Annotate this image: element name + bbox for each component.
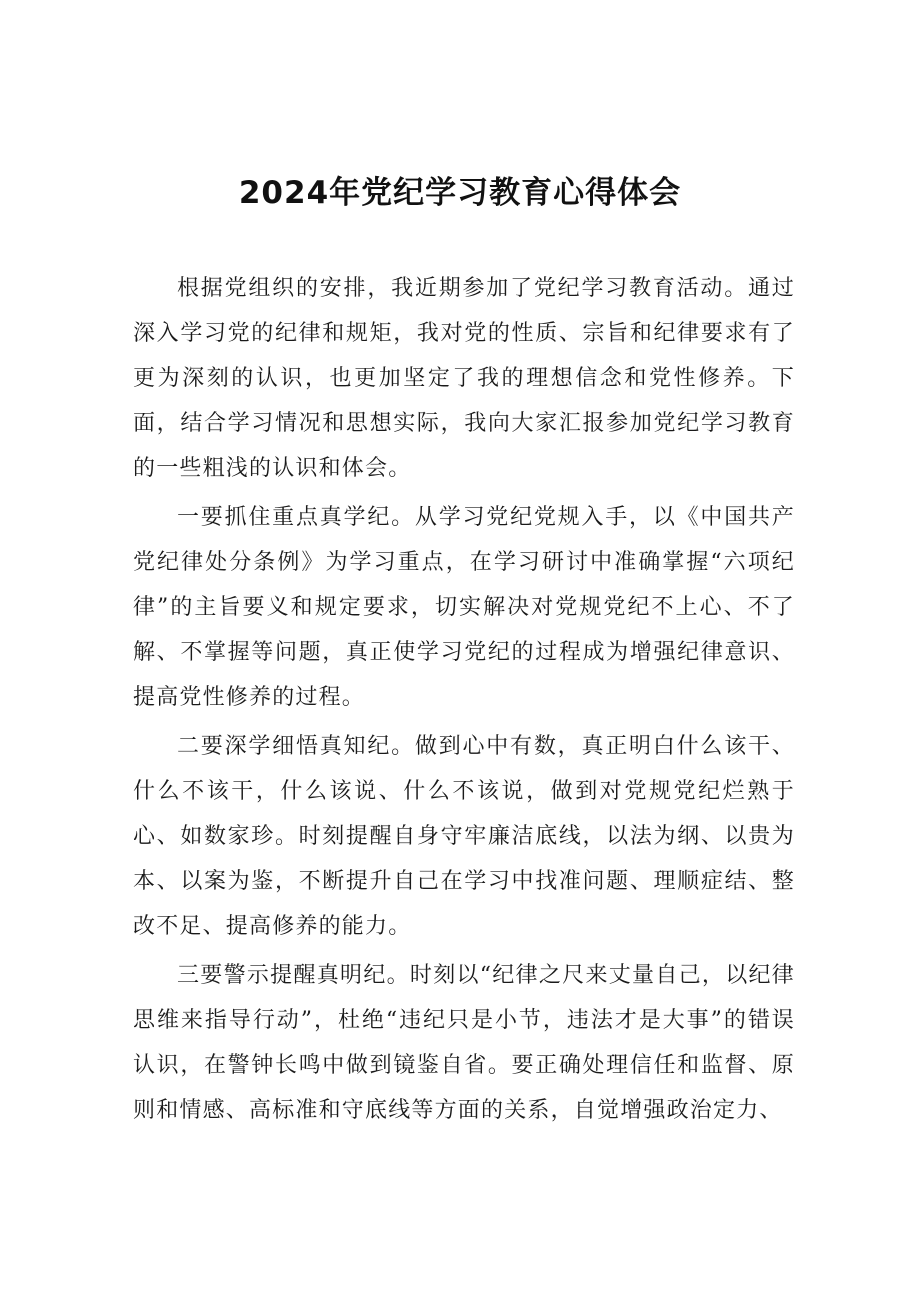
paragraph-intro: 根据党组织的安排，我近期参加了党纪学习教育活动。通过深入学习党的纪律和规矩，我对党的性质、宗旨和纪律要求有了更为深刻的认识，也更加坚定了我的理想信念和党性修养。下面，结合学习情况和思想实际，我向大家汇报参加党纪学习教育的一些粗浅的认识和体会。 [133,276,795,481]
paragraph-point-3: 三要警示提醒真明纪。时刻以“纪律之尺来丈量自己，以纪律思维来指导行动”，杜绝“违纪只是小节，违法才是大事”的错误认识，在警钟长鸣中做到镜鉴自省。要正确处理信任和监督、原则和情感、高标准和守底线等方面的关系，自觉增强政治定力、 [133,963,795,1123]
paragraph-point-2: 二要深学细悟真知纪。做到心中有数，真正明白什么该干、什么不该干，什么该说、什么不该说，做到对党规党纪烂熟于心、如数家珍。时刻提醒自身守牢廉洁底线，以法为纲、以贵为本、以案为鉴，不断提升自己在学习中找准问题、理顺症结、整改不足、提高修养的能力。 [133,734,795,939]
paragraph-point-1: 一要抓住重点真学纪。从学习党纪党规入手，以《中国共产党纪律处分条例》为学习重点，在学习研讨中准确掌握“六项纪律”的主旨要义和规定要求，切实解决对党规党纪不上心、不了解、不掌握等问题，真正使学习党纪的过程成为增强纪律意识、提高党性修养的过程。 [133,505,795,710]
document-title: 2024年党纪学习教育心得体会 [238,175,682,211]
document-body [133,266,795,1133]
